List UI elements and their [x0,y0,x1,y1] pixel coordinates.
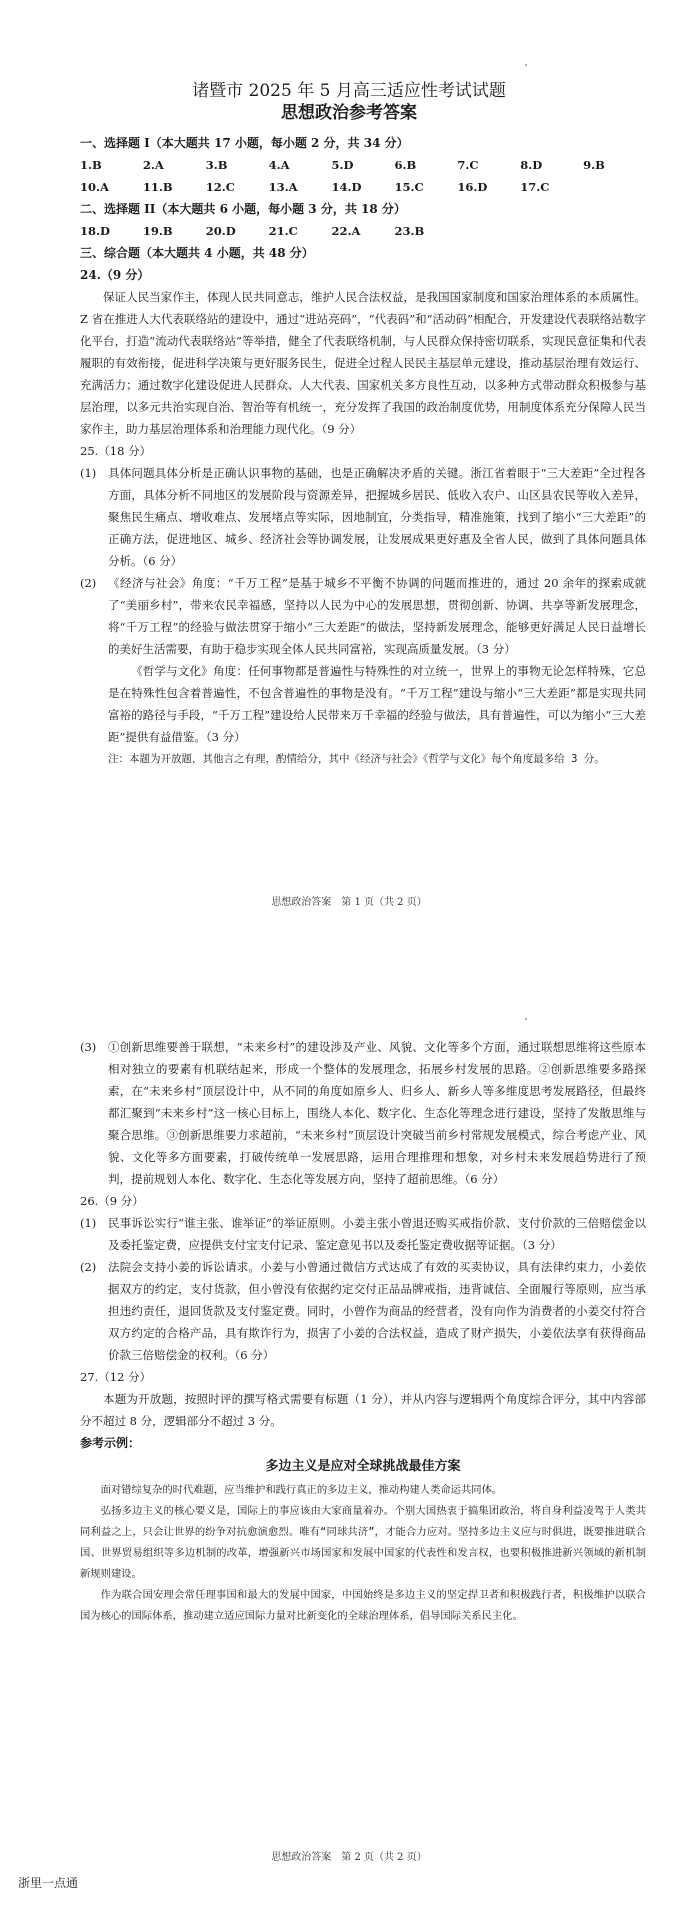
answer: 14.D [331,180,362,194]
answer: 18.D [80,224,110,238]
answer: 10.A [80,180,109,194]
scan-speck [525,1018,527,1020]
item-text: ①创新思维要善于联想，“未来乡村”的建设涉及产业、风貌、文化等多个方面，通过联想思维将这些原本相对独立的要素有机联结起来，形成一个整体的发展理念，拓展乡村发展的思路。②创新思维要多路探索，在“未来乡村”顶层设计中，从不同的角度如原乡人、归乡人、新乡人等多维度思考发展路径，但最终都汇聚到“未来乡村”这一核心目标上，围绕人本化、数字化、生态化等理念进行建设，坚持了发散思维与聚合思维。③创新思维要力求超前，“未来乡村”顶层设计突破当前乡村常规发展模式，综合考虑产业、风貌、文化等多方面要素，打破传统单一发展思路，运用合理推理和想象，对乡村未来发展趋势进行了预判，提前规划人本化、数字化、生态化等发展方向，坚持了超前思维。（6 分） [108,1040,646,1186]
item-text: 具体问题具体分析是正确认识事物的基础，也是正确解决矛盾的关键。浙江省着眼于“三大差距”全过程各方面，具体分析不同地区的发展阶段与资源差异，把握城乡居民、低收入农户、山区县农民等收入差异，聚焦民生痛点、增收难点、发展堵点等实际，因地制宜，分类指导，精准施策，找到了缩小“三大差距”的正确方法，促进地区、城乡、经济社会等协调发展，让发展成果更好惠及全省人民，做到了具体问题具体分析。（6 分） [108,466,646,568]
section-2-header: 二、选择题 II（本大题共 6 小题，每小题 3 分，共 18 分） [80,202,406,216]
item-number: (1) [80,1216,97,1230]
item-text: 法院会支持小姜的诉讼请求。小姜与小曾通过微信方式达成了有效的买卖协议，具有法律约束力，小姜依据双方的约定，支付货款，但小曾没有依据约定交付正品品牌戒指，违背诚信、全面履行等原则，应当承担违约责任，退回货款及支付鉴定费。同时，小曾作为商品的经营者，没有向作为消费者的小姜交付符合双方约定的合格产品，具有欺诈行为，损害了小姜的合法权益，造成了财产损失，小姜依法享有获得商品价款三倍赔偿金的权利。（6 分） [108,1260,646,1362]
answer: 13.A [268,180,298,194]
answer: 6.B [394,158,417,172]
answer: 23.B [394,224,425,238]
q25-part-1 [80,462,646,572]
answer: 1.B [80,158,102,172]
essay-paragraph: 弘扬多边主义的核心要义是，国际上的事应该由大家商量着办。个别大国热衷于搞集团政治，将自身利益凌驾于人类共同利益之上，只会让世界的纷争对抗愈演愈烈。唯有“同球共济”，才能合力应对。坚持多边主义应与时俱进，既要推进联合国、世界贸易组织等多边机制的改革，增强新兴市场国家和发展中国家的代表性和发言权，也要积极推进新兴领域的新机制新规则建设。 [80,1505,646,1580]
section-1-answers-row-2 [80,176,646,198]
answer: 8.D [520,158,543,172]
section-1-header: 一、选择题 I（本大题共 17 小题，每小题 2 分，共 34 分） [80,136,409,150]
answer: 2.A [142,158,164,172]
q26-part-2 [80,1256,646,1366]
answer: 16.D [457,180,488,194]
item-number: (3) [80,1040,97,1054]
answer: 9.B [583,158,605,172]
q27-instructions: 本题为开放题，按照时评的撰写格式需要有标题（1 分），并从内容与逻辑两个角度综合评分，其中内容部分不超过 8 分，逻辑部分不超过 3 分。 [80,1392,646,1428]
q26-part-1 [80,1212,646,1256]
essay-paragraph: 作为联合国安理会常任理事国和最大的发展中国家，中国始终是多边主义的坚定捍卫者和积极践行者，积极维护以联合国为核心的国际体系，推动建立适应国际力量对比新变化的全球治理体系，倡导国际关系民主化。 [80,1589,646,1622]
q25-part-3 [80,1036,646,1190]
section-1-answers-row-1 [80,154,646,176]
page-2-footer: 思想政治答案 第 2 页（共 2 页） [271,1852,427,1863]
answer: 11.B [142,180,173,194]
item-number: (2) [80,1260,97,1274]
q24-answer: 保证人民当家作主，体现人民共同意志，维护人民合法权益，是我国国家制度和国家治理体系的本质属性。Z 省在推进人大代表联络站的建设中，通过“进站亮码”，“代表码”和“活动码”相配合，开发建设代表联络站数字化平台，打造“流动代表联络站”等举措，健全了代表联络机制，与人民群众保持密切联系，实现民意征集和代表履职的有效衔接，促进科学决策与更好服务民生，促进全过程人民民主基层单元建设，推动基层治理有效运行、充满活力；通过数字化建设促进人民群众、人大代表、国家机关多方良性互动，以多种方式带动群众积极参与基层治理，以多元共治实现自治、智治等有机统一，充分发挥了我国的政治制度优势，用制度体系充分保障人民当家作主，助力基层治理体系和治理能力现代化。（9 分） [80,290,646,436]
q24-label: 24.（9 分） [80,268,150,282]
scan-speck [525,64,527,66]
page-1-body [80,132,646,770]
q25-scoring-note: 注：本题为开放题，其他言之有理，酌情给分，其中《经济与社会》《哲学与文化》每个角度最多给 3 分。 [108,753,605,765]
answer: 7.C [457,158,479,172]
answer: 22.A [331,224,361,238]
section-3-header: 三、综合题（本大题共 4 小题，共 48 分） [80,246,314,260]
q26-label: 26.（9 分） [80,1194,144,1208]
page-1-footer: 思想政治答案 第 1 页（共 2 页） [271,897,427,908]
answer: 21.C [268,224,298,238]
item-number: (2) [80,576,97,590]
example-label: 参考示例： [80,1436,141,1450]
answer-subtitle: 思想政治参考答案 [281,103,417,123]
q25-label: 25.（18 分） [80,444,152,458]
watermark-text: 浙里一点通 [18,1876,79,1890]
answer: 17.C [520,180,550,194]
q25-part-2 [80,572,646,660]
page-2-body [80,1036,646,1627]
answer: 19.B [142,224,173,238]
essay-paragraph: 面对错综复杂的时代难题，应当维护和践行真正的多边主义，推动构建人类命运共同体。 [100,1484,503,1496]
item-number: (1) [80,466,97,480]
item-text: 《哲学与文化》角度：任何事物都是普遍性与特殊性的对立统一，世界上的事物无论怎样特殊，它总是在特殊性包含着普遍性，不包含普遍性的事物是没有。“千万工程”建设与缩小“三大差距”都是实现共同富裕的路径与手段，“千万工程”建设给人民带来万千幸福的经验与做法，具有普遍性，可以为缩小“三大差距”提供有益借鉴。（3 分） [108,664,646,744]
sample-essay [80,1456,646,1627]
answer: 12.C [205,180,235,194]
essay-title: 多边主义是应对全球挑战最佳方案 [265,1459,461,1474]
answer: 3.B [205,158,228,172]
section-2-answers [80,220,646,242]
q27-label: 27.（12 分） [80,1370,152,1384]
answer: 20.D [205,224,236,238]
answer: 5.D [331,158,354,172]
item-text: 《经济与社会》角度：“千万工程”是基于城乡不平衡不协调的问题而推进的，通过 20 余年的探索成就了“美丽乡村”，带来农民幸福感，坚持以人民为中心的发展思想，贯彻创新、协调、共享等新发展理念，将“千万工程”的经验与做法贯穿于缩小“三大差距”的做法，坚持新发展理念，能够更好满足人民日益增长的美好生活需要，有助于稳步实现全体人民共同富裕，实现高质量发展。（3 分） [108,576,646,656]
q25-part-2-philosophy [80,660,646,748]
item-text: 民事诉讼实行“谁主张、谁举证”的举证原则。小姜主张小曾退还购买戒指价款、支付价款的三倍赔偿金以及委托鉴定费，应提供支付宝支付记录、鉴定意见书以及委托鉴定费收据等证据。（3 分） [108,1216,646,1252]
answer: 15.C [394,180,424,194]
answer: 4.A [268,158,290,172]
exam-title: 诸暨市 2025 年 5 月高三适应性考试试题 [192,81,506,101]
